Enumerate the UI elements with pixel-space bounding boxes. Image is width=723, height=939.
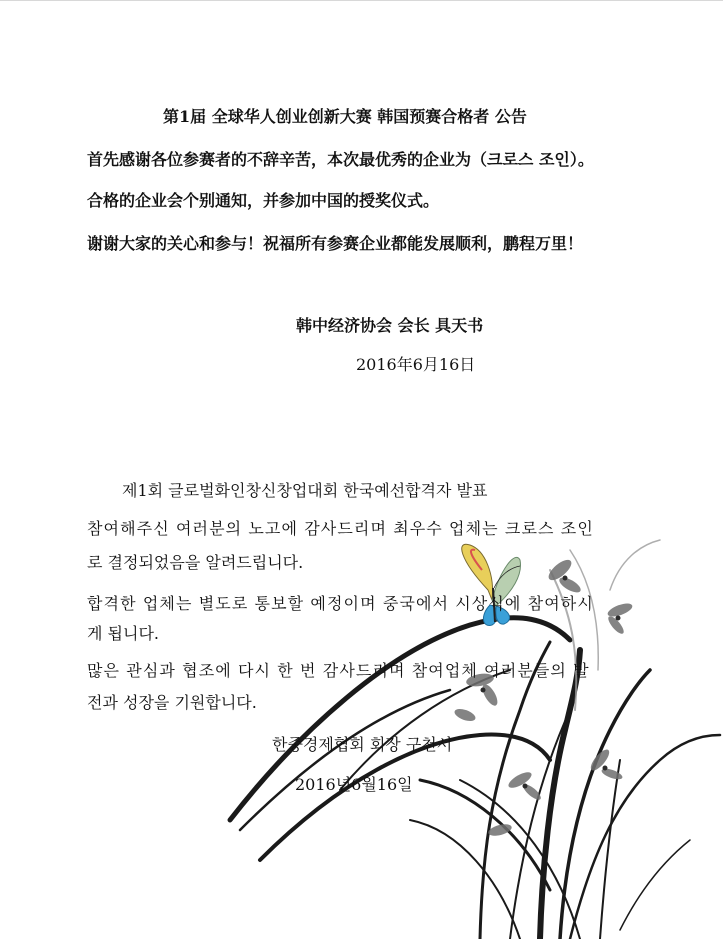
chinese-paragraph-3: 谢谢大家的关心和参与！祝福所有参赛企业都能发展顺利，鹏程万里！ — [87, 234, 584, 253]
korean-paragraph-3-line-2: 전과 성장을 기원합니다. — [87, 693, 257, 712]
korean-paragraph-3-line-1: 많은 관심과 협조에 다시 한 번 감사드리며 참여업체 여러분들의 발 — [87, 661, 590, 680]
korean-paragraph-1-line-2: 로 결정되었음을 알려드립니다. — [87, 553, 304, 572]
chinese-paragraph-1: 首先感谢各位参赛者的不辞辛苦，本次最优秀的企业为（크로스 조인）。 — [87, 150, 594, 169]
chinese-title: 第1届 全球华人创业创新大赛 韩国预赛合格者 公告 — [163, 107, 527, 126]
korean-date: 2016년6월16일 — [295, 775, 413, 794]
korean-title: 제1회 글로벌화인창신창업대회 한국예선합격자 발표 — [122, 481, 488, 500]
korean-paragraph-2-line-2: 게 됩니다. — [87, 624, 159, 643]
korean-paragraph-1-line-1: 참여해주신 여러분의 노고에 감사드리며 최우수 업체는 크로스 조인 — [87, 519, 594, 538]
korean-signature: 한중경제협회 회장 구천서 — [272, 735, 453, 754]
chinese-date: 2016年6月16日 — [356, 355, 476, 374]
korean-paragraph-2-line-1: 합격한 업체는 별도로 통보할 예정이며 중국에서 시상식에 참여하시 — [87, 594, 594, 613]
chinese-signature: 韩中经济协会 会长 具天书 — [296, 316, 484, 335]
chinese-paragraph-2: 合格的企业会个别通知，并参加中国的授奖仪式。 — [87, 191, 440, 210]
